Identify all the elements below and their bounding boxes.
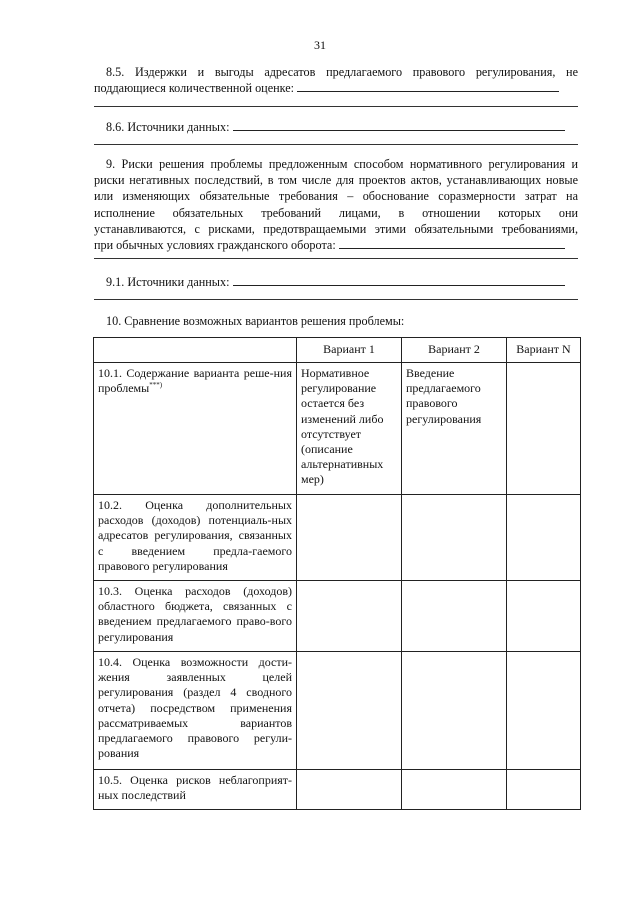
comparison-table [93, 337, 581, 810]
header-cell-variant-2: Вариант 2 [402, 338, 507, 363]
section-9-1 [94, 274, 578, 290]
variant-n-cell [507, 581, 581, 652]
section-9-line5: устанавливаются, с рисками, предотвращаемыми этими обязательными требованиями, [94, 221, 578, 236]
page-number: 31 [314, 38, 326, 52]
table-row [94, 652, 581, 770]
header-cell-variant-1: Вариант 1 [297, 338, 402, 363]
row-criterion-cell: 10.3. Оценка расходов (доходов) областного бюджета, связанных с введением предлагаемого право-вого регулирования [94, 581, 297, 652]
table-row [94, 581, 581, 652]
section-8-6 [94, 119, 578, 135]
variant-1-cell: Нормативное регулирование остается без изменений либо отсутствует (описание альтернативных мер) [297, 363, 402, 495]
row-criterion-cell: 10.5. Оценка рисков неблагоприят-ных последствий [94, 770, 297, 810]
variant-1-cell [297, 652, 402, 770]
answer-line [233, 119, 565, 131]
answer-rule [94, 106, 578, 107]
section-10 [94, 313, 578, 329]
row-criterion-cell [94, 363, 297, 495]
answer-line [297, 80, 559, 92]
section-8-6-text: 8.6. Источники данных: [106, 120, 230, 134]
section-9-line6: при обычных условиях гражданского оборота: [94, 238, 336, 253]
answer-line [233, 274, 565, 286]
section-10-text: 10. Сравнение возможных вариантов решения проблемы: [106, 314, 405, 328]
table-header-row [94, 338, 581, 363]
variant-2-cell [402, 581, 507, 652]
variant-2-cell: Введение предлагаемого правового регулирования [402, 363, 507, 495]
header-cell-variant-n: Вариант N [507, 338, 581, 363]
variant-n-cell [507, 770, 581, 810]
answer-rule [94, 299, 578, 300]
answer-line [339, 237, 565, 249]
variant-n-cell [507, 363, 581, 495]
variant-1-cell [297, 581, 402, 652]
section-9-1-text: 9.1. Источники данных: [106, 275, 230, 289]
section-9 [94, 156, 578, 253]
section-8-5-line2: поддающиеся количественной оценке: [94, 81, 295, 96]
row-criterion-cell: 10.4. Оценка возможности дости-жения заявленных целей регулирования (раздел 4 сводного отчета) посредством применения рассматриваемых вариантов предлагаемого правового регули-рования [94, 652, 297, 770]
table-row [94, 495, 581, 581]
variant-n-cell [507, 652, 581, 770]
section-8-5-line1: 8.5. Издержки и выгоды адресатов предлагаемого правового регулирования, не [106, 65, 578, 79]
footnote-mark: ***) [149, 381, 163, 390]
variant-n-cell [507, 495, 581, 581]
section-9-line3: или изменяющих обязательные требования – обоснование соразмерности затрат на [94, 189, 578, 204]
answer-rule [94, 144, 578, 145]
variant-1-cell [297, 770, 402, 810]
table-row [94, 363, 581, 495]
header-cell-criterion [94, 338, 297, 363]
section-9-line4: исполнение обязательных требований лицами, в отношении которых они [94, 205, 578, 220]
variant-1-cell [297, 495, 402, 581]
table-row [94, 770, 581, 810]
section-8-5 [94, 64, 578, 96]
variant-2-cell [402, 652, 507, 770]
row-criterion-label: 10.1. Содержание варианта реше-ния проблемы [98, 366, 292, 396]
row-criterion-cell: 10.2. Оценка дополнительных расходов (доходов) потенциаль-ных адресатов регулирования, связанных с введением предла-гаемого правового регулирования [94, 495, 297, 581]
section-9-line2: риски негативных последствий, в том числе для проектов актов, устанавливающих новые [94, 173, 578, 188]
variant-2-cell [402, 770, 507, 810]
answer-rule [94, 258, 578, 259]
variant-2-cell [402, 495, 507, 581]
section-9-line1: 9. Риски решения проблемы предложенным способом нормативного регулирования и [106, 157, 578, 171]
